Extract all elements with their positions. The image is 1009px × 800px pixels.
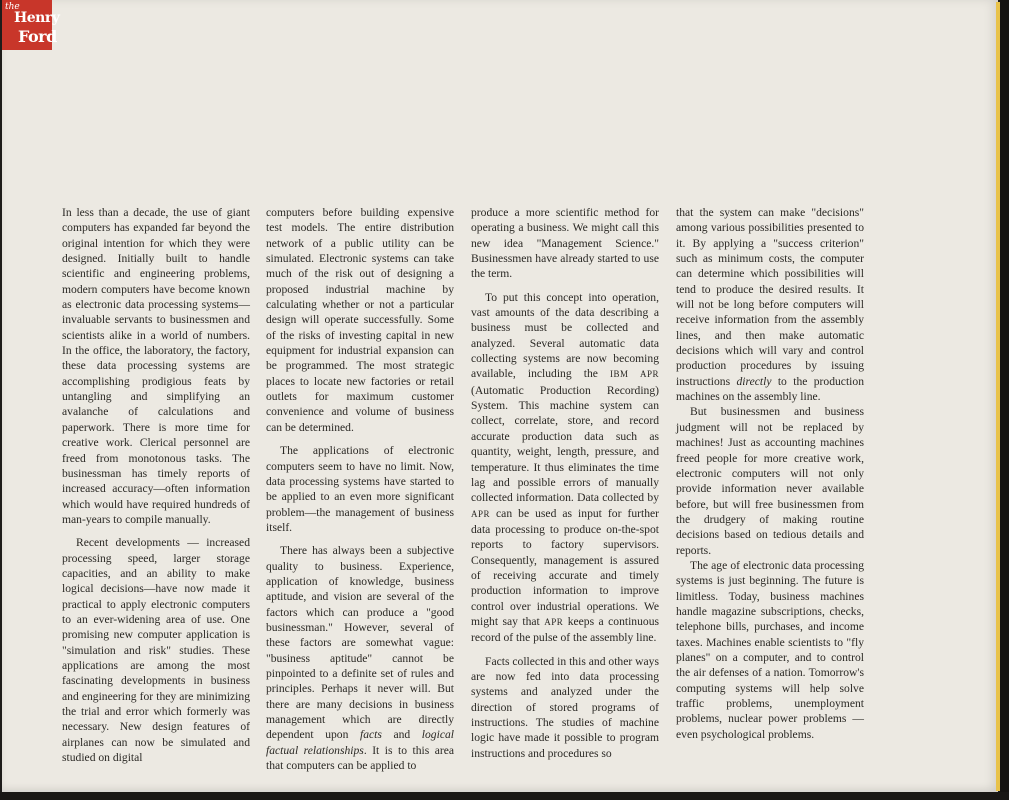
paragraph: Facts collected in this and other ways are now fed into data processing systems and analyzed under the direction of stored programs of instructions. The studies of machine logic have made it possible to program instructions and procedures so (471, 654, 659, 760)
text-column-2 (266, 205, 454, 773)
small-caps-text: APR (544, 616, 564, 627)
paragraph: The applications of electronic computers seem to have no limit. Now, data processing systems have started to be applied to an even more significant problem—the management of business itself. (266, 444, 454, 534)
italic-text: facts (359, 728, 382, 742)
text-run: keeps a continuous record of the pulse of the assembly line. (471, 614, 660, 645)
text-run: . It is to this area that computers can be applied to (266, 743, 455, 773)
text-column-1 (62, 205, 250, 765)
logo-ford: Ford (18, 27, 57, 46)
text-column-4 (676, 205, 864, 742)
paragraph (471, 290, 659, 646)
text-run: that the system can make "decisions" among various possibilities presented to it. By applying a "success criterion" such as minimum costs, the computer can determine which possibilities will tend to produce the desired results. It will not be long before computers will receive information from the assembly lines, and then make automatic decisions which will vary and control production procedures by issuing instructions (676, 206, 864, 388)
text-run: There has always been a subjective quality to business. Experience, application of knowledge, business aptitude, and vision are several of the factors which can produce a "good businessman." However, several of these factors are somewhat vague: "business aptitude" cannot be pinpointed to a definite set of rules and principles. Perhaps it never will. But there are many decisions in business management which are directly dependent upon (266, 544, 454, 742)
background-edge (1000, 0, 1009, 800)
text-run: and (381, 728, 422, 742)
henry-ford-logo (2, 0, 60, 50)
paragraph: Recent developments — increased processing speed, larger storage capacities, and an ability to make logical decisions—have now made it practical to apply electronic computers to an ever-widening area of use. One promising new computer application is "simulation and risk" studies. These applications are among the most fascinating developments in business and engineering for they are minimizing the trial and error which formerly was necessary. New design features of airplanes can now be simulated and studied on digital (62, 536, 250, 765)
paragraph: computers before building expensive test models. The entire distribution network of a public utility can be simulated. Electronic systems can take much of the risk out of designing a proposed industrial machine by calculating whether or not a particular design will operate successfully. Some of the risks of investing capital in new equipment for industrial expansion can be programmed. The most strategic places to locate new factories or retail outlets for maximum customer convenience and volume of business can be determined. (266, 206, 454, 434)
logo-the: the (5, 2, 20, 12)
logo-henry: Henry (14, 10, 60, 26)
paragraph (266, 543, 454, 773)
paragraph: produce a more scientific method for operating a business. We might call this new idea "Management Science." Businessmen have already started to use the term. (471, 206, 659, 281)
paragraph (676, 205, 864, 404)
text-run: (Automatic Production Recording) System. This machine system can collect, correlate, store, and record accurate production data such as quantity, weight, length, pressure, and temperature. It thus eliminates the time lag and possible errors of manually collected information. Data collected by (471, 383, 659, 505)
background-bottom (0, 792, 1009, 800)
paragraph: The age of electronic data processing systems is just beginning. The future is limitless. Today, business machines handle magazine subscriptions, checks, telephone bills, purchases, and income taxes. Machines enable scientists to "fly planes" on a computer, and to control the air defenses of a nation. Tomorrow's computing systems will help solve traffic problems, unemployment problems, nuclear power problems — even psychological problems. (676, 558, 864, 741)
text-run: To put this concept into operation, vast amounts of the data describing a business must be collected and analyzed. Several automatic data collecting systems are now becoming available, including the (471, 290, 659, 381)
text-run: can be used as input for further data processing to produce on-the-spot reports to factory supervisors. Consequently, management is assured of receiving accurate and timely production information to improve control over industrial operations. We might say that (471, 506, 659, 628)
document-page (2, 0, 998, 792)
small-caps-text: APR (471, 508, 491, 519)
small-caps-text: IBM APR (610, 369, 659, 380)
italic-text: directly (736, 374, 772, 388)
italic-text: logical factual relationships (266, 728, 454, 757)
paragraph: In less than a decade, the use of giant computers has expanded far beyond the original intention for which they were designed. Initially built to handle scientific and engineering problems, modern computers have become known as electronic data processing systems—invaluable servants to businessmen and scientists alike in a world of numbers. In the office, the laboratory, the factory, these data processing systems are accomplishing prodigious feats by untangling and simplifying an avalanche of calculations and paperwork. There is more time for creative work. Clerical personnel are freed from monotonous tasks. The businessman has timely reports of increased accuracy—often information which would have required hundreds of man-years to compile manually. (62, 206, 250, 526)
text-run: to the production machines on the assembly line. (676, 374, 864, 404)
paragraph: But businessmen and business judgment will not be replaced by machines! Just as accounting machines freed people for more creative work, electronic computers will not only provide information never available before, but will free businessmen from the drudgery of making routine decisions based on tedious details and reports. (676, 405, 864, 557)
text-column-3 (471, 205, 659, 761)
